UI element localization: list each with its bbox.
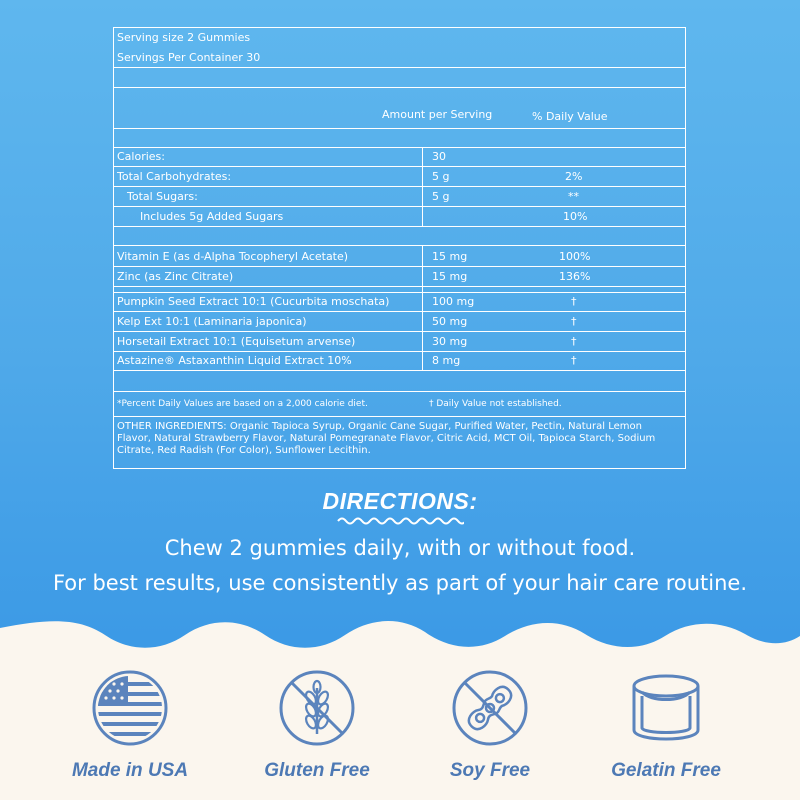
row-amount: 15 mg [432, 270, 468, 283]
row-dv: † [571, 354, 577, 367]
header-daily-value: % Daily Value [532, 110, 608, 123]
squiggle-underline [336, 516, 464, 526]
row-name: Zinc (as Zinc Citrate) [117, 270, 234, 283]
row-amount: 5 g [432, 170, 450, 183]
gelatin-jar-icon [626, 668, 706, 748]
badge-label-soy-free: Soy Free [449, 760, 531, 781]
row-amount: 30 mg [432, 335, 468, 348]
row-name: Astazine® Astaxanthin Liquid Extract 10% [117, 354, 352, 367]
row-dv: 2% [565, 170, 583, 183]
row-dv: † [571, 295, 577, 308]
serving-size: Serving size 2 Gummies [117, 31, 251, 44]
row-name: Kelp Ext 10:1 (Laminaria japonica) [117, 315, 307, 328]
row-name: Vitamin E (as d-Alpha Tocopheryl Acetate) [117, 250, 349, 263]
header-amount-per-serving: Amount per Serving [382, 108, 493, 121]
row-dv: † [571, 335, 577, 348]
row-amount: 30 [432, 150, 446, 163]
usa-flag-icon [90, 668, 170, 748]
badge-label-made-in-usa: Made in USA [71, 760, 189, 781]
row-name: Horsetail Extract 10:1 (Equisetum arvense) [117, 335, 356, 348]
row-name: Includes 5g Added Sugars [140, 210, 284, 223]
soybean-crossed-icon [450, 668, 530, 748]
row-amount: 5 g [432, 190, 450, 203]
other-ingredients: OTHER INGREDIENTS: Organic Tapioca Syrup, Organic Cane Sugar, Purified Water, Pectin, Natural Lemon Flavor, Natural Strawberry Flavor, Natural Pomegranate Flavor, Citric Acid, MCT Oil, Tapioca Starch, Sodium Citrate, Red Radish (For Color), Sunflower Lecithin. [117, 421, 656, 456]
row-name: Pumpkin Seed Extract 10:1 (Cucurbita moschata) [117, 295, 390, 308]
row-dv: 100% [559, 250, 591, 263]
row-name: Total Carbohydrates: [117, 170, 232, 183]
row-amount: 15 mg [432, 250, 468, 263]
row-dv: 10% [563, 210, 588, 223]
footnote-not-established: † Daily Value not established. [429, 399, 562, 409]
row-dv: ** [568, 190, 579, 203]
directions-line-1: Chew 2 gummies daily, with or without food. [164, 536, 636, 560]
badge-label-gluten-free: Gluten Free [264, 760, 370, 781]
row-dv: † [571, 315, 577, 328]
row-amount: 100 mg [432, 295, 475, 308]
supplement-facts-panel [113, 27, 686, 469]
footnote-daily-values: *Percent Daily Values are based on a 2,000 calorie diet. [117, 399, 368, 409]
row-amount: 50 mg [432, 315, 468, 328]
row-name: Total Sugars: [127, 190, 198, 203]
servings-per-container: Servings Per Container 30 [117, 51, 261, 64]
row-amount: 8 mg [432, 354, 461, 367]
directions-title: DIRECTIONS: [322, 488, 478, 514]
wheat-crossed-icon [277, 668, 357, 748]
badge-label-gelatin-free: Gelatin Free [611, 760, 721, 781]
row-dv: 136% [559, 270, 591, 283]
row-name: Calories: [117, 150, 165, 163]
directions-line-2: For best results, use consistently as part of your hair care routine. [52, 571, 748, 595]
